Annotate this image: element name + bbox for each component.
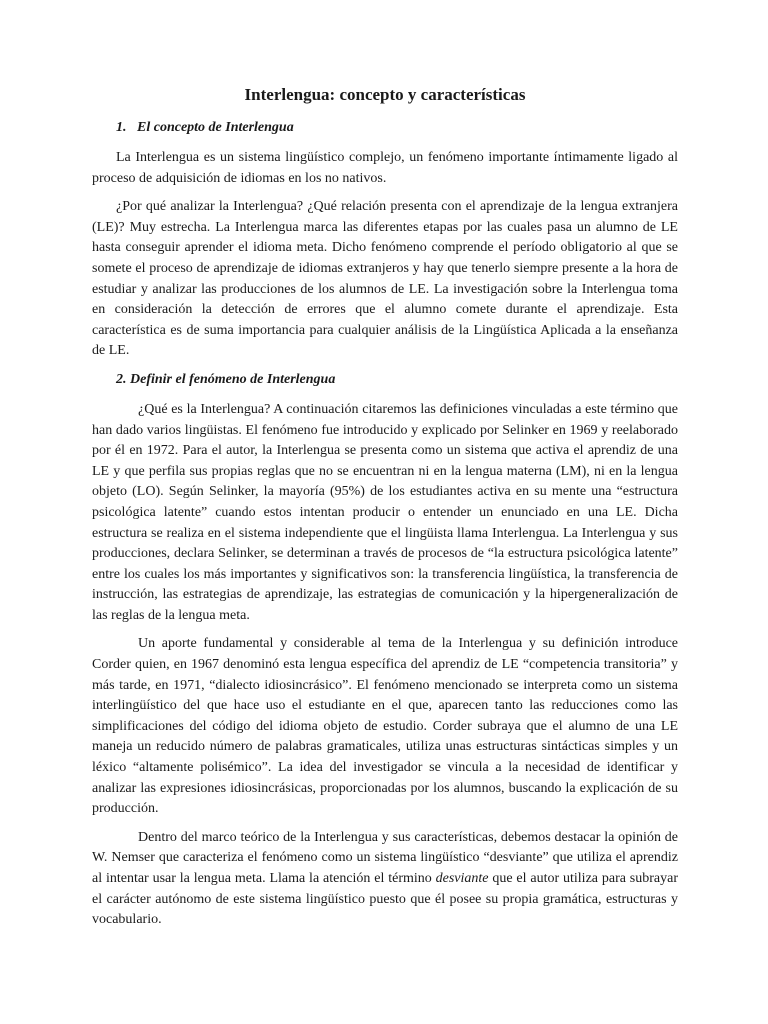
paragraph: ¿Por qué analizar la Interlengua? ¿Qué relación presenta con el aprendizaje de la lengua extranjera (LE)? Muy estrecha. La Interlengua marca las diferentes etapas por las cuales pasa un alumno de LE hasta conseguir aprender el idioma meta. Dicho fenómeno comprende el período obligatorio al que se somete el proceso de aprendizaje de idiomas extranjeros y hay que tenerlo siempre presente a la hora de estudiar y analizar las producciones de los alumnos de LE. La investigación sobre la Interlengua toma en consideración la detección de errores que el alumno comete durante el aprendizaje. Esta característica es de suma importancia para cualquier análisis de la Lingüística Aplicada a la enseñanza de LE. — [92, 199, 678, 359]
paragraph: ¿Qué es la Interlengua? A continuación citaremos las definiciones vinculadas a este término que han dado varios lingüistas. El fenómeno fue introducido y explicado por Selinker en 1969 y reelaborado por él en 1972. Para el autor, la Interlengua se presenta como un sistema que activa el aprendiz de una LE y que perfila sus propias reglas que no se encuentran ni en la lengua materna (LM), ni en la lengua objeto (LO). Según Selinker, la mayoría (95%) de los estudiantes activa en su mente una “estructura psicológica latente” cuando estos intentan producir o entender un enunciado en una LE. Dicha estructura se realiza en el sistema independiente que el lingüista llama Interlengua. La Interlengua y sus producciones, declara Selinker, se determinan a través de procesos de “la estructura psicológica latente” entre los cuales los más importantes y significativos son: la transferencia lingüística, la transferencia de instrucción, las estrategias de aprendizaje, las estrategias de comunicación y la hipergeneralización de las reglas de la lengua meta. — [92, 401, 678, 623]
section-heading-concepto: 1. El concepto de Interlengua — [116, 120, 294, 135]
paragraph-text: Dentro del marco teórico de la Interlengua y sus características, debemos destacar la opinión de W. Nemser que caracteriza el fenómeno como un sistema lingüístico “desviante” que utiliza el aprendiz al intentar usar la lengua meta. Llama la atención el término — [92, 829, 678, 886]
document-title: Interlengua: concepto y características — [244, 85, 526, 104]
section-heading-definir: 2. Definir el fenómeno de Interlengua — [116, 371, 336, 387]
paragraph — [92, 828, 678, 931]
paragraph: La Interlengua es un sistema lingüístico complejo, un fenómeno importante íntimamente ligado al proceso de adquisición de idiomas en los no nativos. — [92, 150, 678, 186]
paragraph: Un aporte fundamental y considerable al tema de la Interlengua y su definición introduce Corder quien, en 1967 denominó esta lengua específica del aprendiz de LE “competencia transitoria” y más tarde, en 1971, “dialecto idiosincrásico”. El fenómeno mencionado se interpreta como un sistema interlingüístico del que hace uso el estudiante en el que, aparecen tanto las reducciones como las simplificaciones del código del idioma objeto de estudio. Corder subraya que el alumno de una LE maneja un reducido número de palabras gramaticales, utiliza unas estructuras sintácticas simples y un léxico “altamente polisémico”. La idea del investigador se vincula a la necesidad de identificar y analizar las expresiones idiosincrásicas, proporcionadas por los alumnos, buscando la explicación de su producción. — [92, 636, 678, 817]
paragraph-text: que el autor utiliza para subrayar el carácter autónomo de este sistema lingüístico puesto que él posee su propia gramática, estructuras y vocabulario. — [92, 871, 678, 928]
emphasis-term: desviante — [435, 871, 489, 886]
